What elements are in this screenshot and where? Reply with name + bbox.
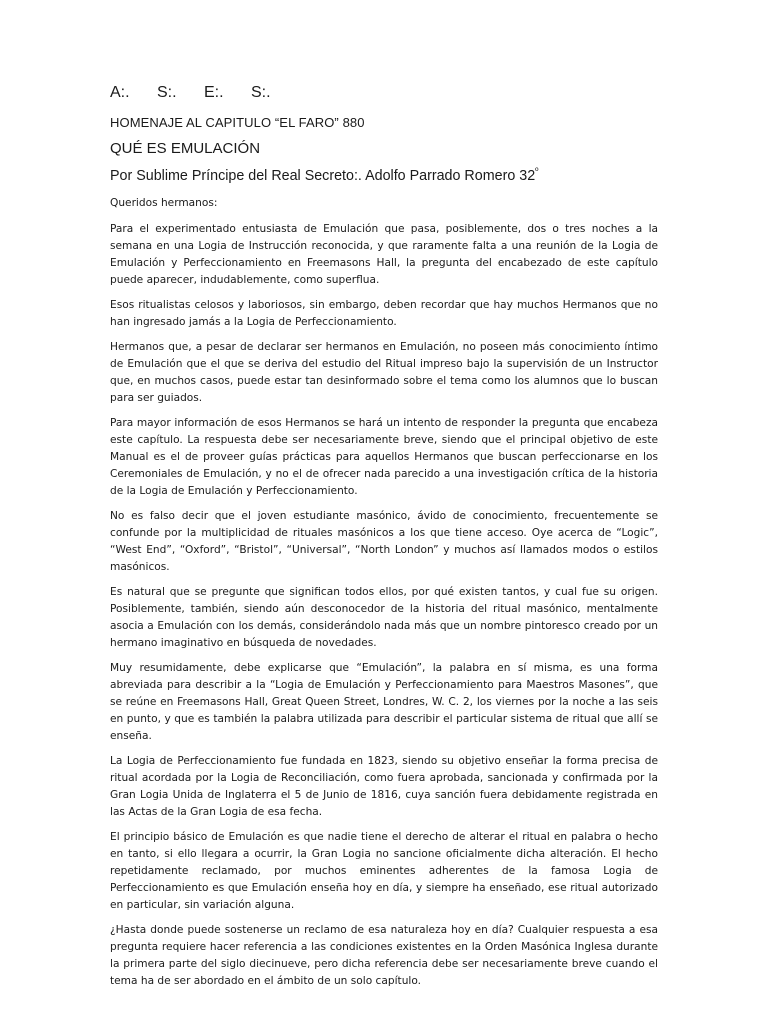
abbreviation-s2: S:. xyxy=(251,84,271,101)
document-page xyxy=(110,84,658,998)
abbreviation-a: A:. xyxy=(110,84,130,101)
paragraph: Esos ritualistas celosos y laboriosos, sin embargo, deben recordar que hay muchos Hermanos que no han ingresado jamás a la Logia de Perfeccionamiento. xyxy=(110,298,658,328)
paragraph: Para mayor información de esos Hermanos se hará un intento de responder la pregunta que encabeza este capítulo. La respuesta debe ser necesariamente breve, siendo que el principal objetivo de este Manual es el de proveer guías prácticas para aquellos Hermanos que buscan perfeccionarse en los Ceremoniales de Emulación, y no el de ofrecer nada parecido a una investigación crítica de la historia de la Logia de Emulación y Perfeccionamiento. xyxy=(110,416,658,497)
paragraph: Es natural que se pregunte que significan todos ellos, por qué existen tantos, y cual fue su origen. Posiblemente, también, siendo aún desconocedor de la historia del ritual masónico, mentalmente asocia a Emulación con los demás, considerándolo nada más que un nombre pintoresco creado por un hermano imaginativo en búsqueda de novedades. xyxy=(110,585,658,649)
masonic-abbreviation xyxy=(110,84,658,102)
homenaje-line: HOMENAJE AL CAPITULO “EL FARO” 880 xyxy=(110,115,365,130)
author-line xyxy=(110,166,658,184)
author-text: Por Sublime Príncipe del Real Secreto:. Adolfo Parrado Romero 32 xyxy=(110,167,536,184)
abbreviation-e: E:. xyxy=(204,84,224,101)
paragraph: No es falso decir que el joven estudiante masónico, ávido de conocimiento, frecuentemente se confunde por la multiplicidad de rituales masónicos a los que tiene acceso. Oye acerca de “Logic”, “West End”, “Oxford”, “Bristol”, “Universal”, “North London” y muchos así llamados modos o estilos masónicos. xyxy=(110,509,658,573)
document-title: QUÉ ES EMULACIÓN xyxy=(110,140,261,157)
paragraph: Muy resumidamente, debe explicarse que “Emulación”, la palabra en sí misma, es una forma abreviada para describir a la “Logia de Emulación y Perfeccionamiento para Maestros Masones”, que se reúne en Freemasons Hall, Great Queen Street, Londres, W. C. 2, los viernes por la noche a las seis en punto, y que es también la palabra utilizada para describir el particular sistema de ritual que allí se enseña. xyxy=(110,661,658,742)
paragraph: El principio básico de Emulación es que nadie tiene el derecho de alterar el ritual en palabra o hecho en tanto, si ello llegara a ocurrir, la Gran Logia no sancione oficialmente dicha alteración. El hecho repetidamente reclamado, por muchos eminentes adherentes de la famosa Logia de Perfeccionamiento es que Emulación enseña hoy en día, y siempre ha enseñado, ese ritual autorizado en particular, sin variación alguna. xyxy=(110,830,658,911)
paragraph: Para el experimentado entusiasta de Emulación que pasa, posiblemente, dos o tres noches a la semana en una Logia de Instrucción reconocida, y que raramente falta a una reunión de la Logia de Emulación y Perfeccionamiento en Freemasons Hall, la pregunta del encabezado de este capítulo puede aparecer, indudablemente, como superflua. xyxy=(110,222,658,286)
abbreviation-s1: S:. xyxy=(157,84,177,101)
paragraph: La Logia de Perfeccionamiento fue fundada en 1823, siendo su objetivo enseñar la forma precisa de ritual acordada por la Logia de Reconciliación, como fuera aprobada, sancionada y confirmada por la Gran Logia Unida de Inglaterra el 5 de Junio de 1816, cuya sanción fuera debidamente registrada en las Actas de la Gran Logia de esa fecha. xyxy=(110,754,658,818)
paragraph: ¿Hasta donde puede sostenerse un reclamo de esa naturaleza hoy en día? Cualquier respuesta a esa pregunta requiere hacer referencia a las condiciones existentes en la Orden Masónica Inglesa durante la primera parte del siglo diecinueve, pero dicha referencia debe ser necesariamente breve cuando el tema ha de ser abordado en el ámbito de un solo capítulo. xyxy=(110,923,658,987)
greeting: Queridos hermanos: xyxy=(110,196,218,209)
degree-mark: º xyxy=(535,166,539,176)
paragraph: Hermanos que, a pesar de declarar ser hermanos en Emulación, no poseen más conocimiento íntimo de Emulación que el que se deriva del estudio del Ritual impreso bajo la supervisión de un Instructor que, en muchos casos, puede estar tan desinformado sobre el tema como los alumnos que lo buscan para ser guiados. xyxy=(110,340,658,404)
